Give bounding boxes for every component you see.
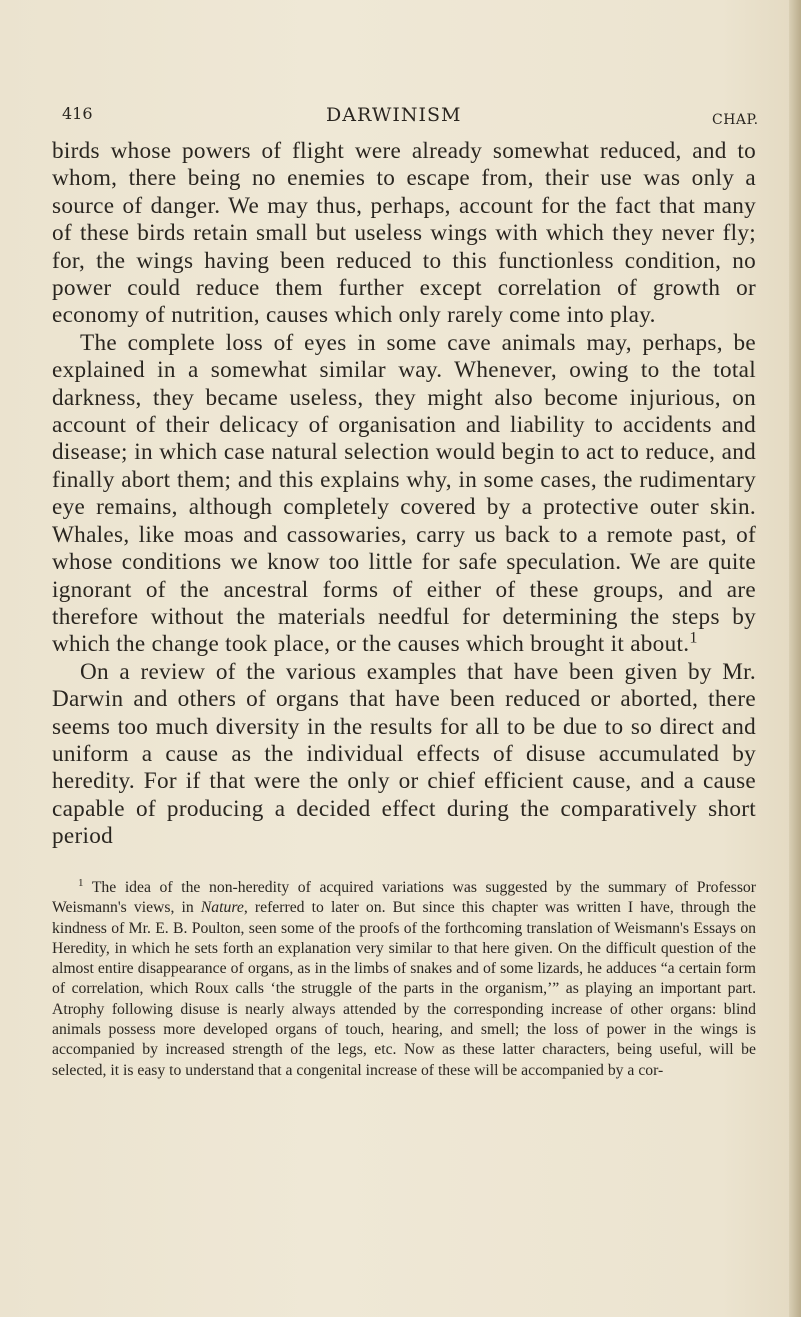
page-number: 416 [62, 104, 93, 123]
paragraph-2-text: The complete loss of eyes in some cave animals may, perhaps, be explained in a somewhat similar way. Whenever, owing to the total darkness, they became useless, they might also become injurious, on account of their delicacy of organisation and liability to accidents and disease; in which case natural selection would begin to act to reduce, and finally abort them; and this explains why, in some cases, the rudimentary eye remains, although completely covered by a protective outer skin. Whales, like moas and cassowaries, carry us back to a remote past, of whose conditions we know too little for safe speculation. We are quite ignorant of the ancestral forms of either of these groups, and are therefore without the materials needful for determining the steps by which the change took place, or the causes which brought it about. [52, 329, 756, 658]
footnote-mark: 1 [78, 876, 84, 889]
page-header [0, 104, 801, 130]
footnote-text-a: The idea of the non-heredity of acquired variations was suggested by the summary of Professor Weismann's views, in [52, 879, 756, 917]
footnote-text-b: , referred to later on. But since this chapter was written I have, through the kindness of Mr. E. B. Poulton, seen some of the proofs of the forthcoming translation of Weismann's Essays on Heredity, in which he sets forth an explanation very similar to that here given. On the difficult question of the almost entire disappearance of organs, as in the limbs of snakes and of some lizards, he adduces “a certain form of correlation, which Roux calls ‘the struggle of the parts in the organism,’” as playing an important part. Atrophy following disuse is nearly always attended by the corresponding increase of other organs: blind animals possess more developed organs of touch, hearing, and smell; the loss of power in the wings is accompanied by increased strength of the legs, etc. Now as these latter characters, being useful, will be selected, it is easy to understand that a congenital increase of these will be accompanied by a cor- [52, 899, 757, 1079]
paragraph-3: On a review of the various examples that have been given by Mr. Darwin and others of organs that have been reduced or aborted, there seems too much diversity in the results for all to be due to so direct and uniform a cause as the individual effects of disuse accumulated by heredity. For if that were the only or chief efficient cause, and a cause capable of producing a decided effect during the comparatively short period [52, 658, 756, 850]
footnote-text [52, 878, 756, 1081]
footnote [52, 878, 756, 1081]
running-head: DARWINISM [326, 104, 462, 126]
footnote-journal: Nature [200, 899, 244, 917]
page-edge [789, 0, 801, 1317]
paragraph-1: birds whose powers of flight were already somewhat reduced, and to whom, there being no enemies to escape from, their use was only a source of danger. We may thus, perhaps, account for the fact that many of these birds retain small but useless wings with which they never fly; for, the wings having been reduced to this functionless condition, no power could reduce them further except correlation of growth or economy of nutrition, causes which only rarely come into play. [52, 138, 756, 329]
footnote-reference: 1 [689, 628, 698, 647]
body-text [52, 138, 756, 851]
chapter-label: CHAP. [712, 112, 759, 128]
paragraph-2 [52, 330, 756, 659]
